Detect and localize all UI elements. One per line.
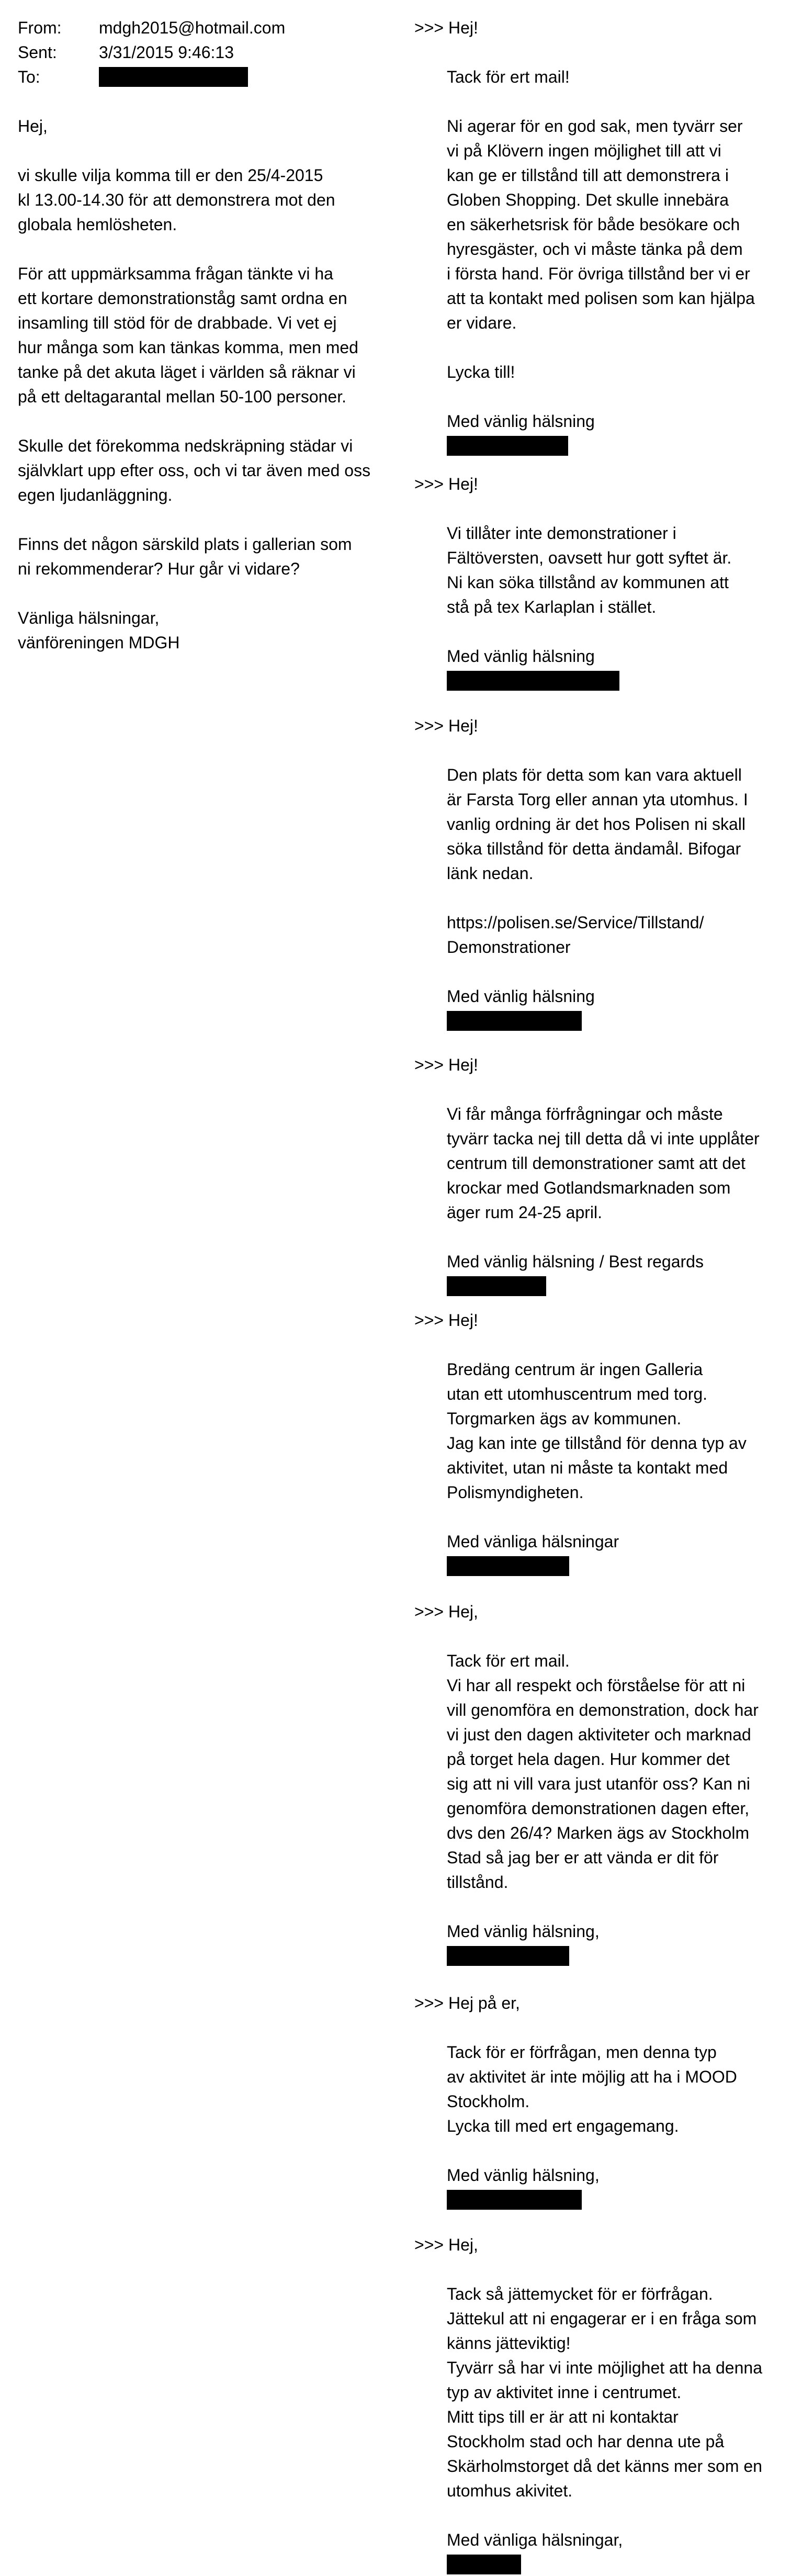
reply-bredang	[414, 1308, 791, 1576]
text-line: Vi får många förfrågningar och måste	[447, 1105, 723, 1123]
reply-body	[447, 1649, 791, 1966]
original-paragraph	[18, 163, 394, 237]
signoff: Med vänlig hälsning	[447, 412, 595, 431]
text-line: självklart upp efter oss, och vi tar även med oss	[18, 461, 371, 480]
reply-body	[447, 1357, 791, 1576]
reply-greeting: >>> Hej!	[414, 1311, 478, 1330]
reply-body	[447, 763, 791, 1031]
text-line: sig att ni vill vara just utanför oss? Kan ni	[447, 1774, 750, 1793]
text-line: i första hand. För övriga tillstånd ber vi er	[447, 264, 750, 283]
signature-redaction	[447, 436, 568, 456]
text-line: Tack så jättemycket för er förfrågan.	[447, 2285, 713, 2303]
text-line: Den plats för detta som kan vara aktuell	[447, 766, 742, 784]
text-line: aktivitet, utan ni måste ta kontakt med	[447, 1458, 728, 1477]
text-line: på torget hela dagen. Hur kommer det	[447, 1750, 730, 1769]
reply-paragraph	[447, 360, 791, 385]
text-line: Lycka till med ert engagemang.	[447, 2117, 679, 2135]
text-line: hyresgäster, och vi måste tänka på dem	[447, 240, 743, 258]
reply-greeting: >>> Hej!	[414, 716, 478, 735]
reply-skarholmen	[414, 2233, 791, 2574]
text-line: Tack för ert mail!	[447, 68, 570, 86]
from-label: From:	[18, 18, 62, 37]
text-line: utan ett utomhuscentrum med torg.	[447, 1385, 708, 1403]
text-line: Mitt tips till er är att ni kontaktar	[447, 2408, 679, 2426]
signature-redaction	[447, 1556, 569, 1576]
text-line: Vi har all respekt och förståelse för att ni	[447, 1676, 745, 1695]
text-line: vi skulle vilja komma till er den 25/4-2015	[18, 166, 323, 185]
reply-greeting: >>> Hej!	[414, 18, 478, 37]
text-line: Stockholm stad och har denna ute på	[447, 2432, 725, 2451]
to-row	[18, 65, 394, 89]
text-line: Stockholm.	[447, 2092, 530, 2111]
reply-body	[447, 2040, 791, 2210]
reply-body	[447, 1102, 791, 1296]
signature-redaction	[447, 1276, 546, 1296]
text-line: vänföreningen MDGH	[18, 633, 180, 652]
reply-faltoversten	[414, 472, 791, 691]
reply-stockholm-stad	[414, 1600, 791, 1966]
text-line: https://polisen.se/Service/Tillstand/	[447, 913, 704, 932]
reply-paragraph	[447, 763, 791, 886]
signature-redaction	[447, 671, 619, 691]
reply-gotland	[414, 1053, 791, 1296]
text-line: kl 13.00-14.30 för att demonstrera mot den	[18, 190, 335, 209]
to-label: To:	[18, 68, 40, 86]
reply-greeting: >>> Hej!	[414, 475, 478, 493]
text-line: Bredäng centrum är ingen Galleria	[447, 1360, 703, 1379]
text-line: på ett deltagarantal mellan 50-100 personer.	[18, 387, 346, 406]
signoff: Med vänlig hälsning,	[447, 1922, 600, 1941]
text-line: att ta kontakt med polisen som kan hjälpa	[447, 289, 755, 308]
reply-farsta	[414, 714, 791, 1031]
text-line: genomföra demonstrationen dagen efter,	[447, 1799, 750, 1818]
text-line: söka tillstånd för detta ändamål. Bifogar	[447, 839, 741, 858]
text-line: ett kortare demonstrationståg samt ordna en	[18, 289, 347, 308]
to-redaction	[99, 67, 248, 87]
text-line: vill genomföra en demonstration, dock har	[447, 1701, 759, 1719]
text-line: Ni agerar för en god sak, men tyvärr ser	[447, 117, 743, 136]
reply-body	[447, 521, 791, 691]
signoff: Med vänlig hälsning / Best regards	[447, 1252, 704, 1271]
text-line: äger rum 24-25 april.	[447, 1203, 603, 1222]
original-paragraph	[18, 606, 394, 655]
text-line: tanke på det akuta läget i världen så räknar vi	[18, 363, 356, 381]
text-line: Polismyndigheten.	[447, 1483, 584, 1502]
original-paragraph	[18, 532, 394, 581]
signature-redaction	[447, 1011, 582, 1031]
text-line: globala hemlösheten.	[18, 215, 177, 234]
reply-greeting: >>> Hej,	[414, 2235, 478, 2254]
text-line: ni rekommenderar? Hur går vi vidare?	[18, 559, 300, 578]
text-line: utomhus akivitet.	[447, 2481, 573, 2500]
text-line: typ av aktivitet inne i centrumet.	[447, 2383, 682, 2402]
text-line: tyvärr tacka nej till detta då vi inte upplåter	[447, 1129, 760, 1148]
text-line: insamling till stöd för de drabbade. Vi vet ej	[18, 313, 337, 332]
signature-redaction	[447, 1946, 569, 1966]
text-line: Stad så jag ber er att vända er dit för	[447, 1848, 719, 1867]
text-line: er vidare.	[447, 313, 517, 332]
signoff: Med vänliga hälsningar,	[447, 2530, 623, 2549]
original-paragraph	[18, 114, 394, 139]
text-line: centrum till demonstrationer samt att det	[447, 1154, 745, 1173]
original-message	[18, 114, 394, 680]
text-line: en säkerhetsrisk för både besökare och	[447, 215, 740, 234]
reply-mood	[414, 1991, 791, 2210]
reply-paragraph	[447, 2040, 791, 2139]
text-line: Ni kan söka tillstånd av kommunen att	[447, 573, 729, 592]
from-value: mdgh2015@hotmail.com	[99, 18, 286, 37]
text-line: krockar med Gotlandsmarknaden som	[447, 1178, 731, 1197]
text-line: stå på tex Karlaplan i stället.	[447, 598, 657, 616]
signoff: Med vänlig hälsning,	[447, 2166, 600, 2185]
text-line: vanlig ordning är det hos Polisen ni skall	[447, 815, 745, 834]
text-line: Finns det någon särskild plats i gallerian som	[18, 535, 352, 554]
signoff: Med vänlig hälsning	[447, 987, 595, 1006]
text-line: Globen Shopping. Det skulle innebära	[447, 190, 729, 209]
signature-redaction	[447, 2190, 582, 2210]
reply-paragraph	[447, 1649, 791, 1895]
reply-paragraph	[447, 1357, 791, 1505]
reply-klovern	[414, 16, 791, 456]
text-line: Lycka till!	[447, 363, 515, 381]
text-line: Torgmarken ägs av kommunen.	[447, 1409, 682, 1428]
signoff: Med vänliga hälsningar	[447, 1532, 619, 1551]
text-line: Tack för ert mail.	[447, 1651, 570, 1670]
reply-paragraph	[447, 521, 791, 620]
reply-greeting: >>> Hej!	[414, 1055, 478, 1074]
original-paragraph	[18, 434, 394, 508]
signature-redaction	[447, 2555, 521, 2574]
text-line: Skulle det förekomma nedskräpning städar vi	[18, 436, 353, 455]
text-line: Skärholmstorget då det känns mer som en	[447, 2457, 762, 2476]
text-line: Fältöversten, oavsett hur gott syftet är.	[447, 548, 732, 567]
reply-paragraph	[447, 910, 791, 960]
text-line: Vi tillåter inte demonstrationer i	[447, 524, 676, 543]
text-line: tillstånd.	[447, 1873, 509, 1892]
text-line: egen ljudanläggning.	[18, 486, 173, 504]
text-line: länk nedan.	[447, 864, 534, 883]
text-line: Demonstrationer	[447, 938, 571, 957]
from-row	[18, 16, 394, 40]
text-line: är Farsta Torg eller annan yta utomhus. I	[447, 790, 748, 809]
original-paragraph	[18, 262, 394, 409]
sent-row	[18, 40, 394, 65]
reply-paragraph	[447, 65, 791, 89]
text-line: Hej,	[18, 117, 48, 136]
reply-body	[447, 2282, 791, 2574]
text-line: Jag kan inte ge tillstånd för denna typ av	[447, 1434, 747, 1453]
text-line: vi just den dagen aktiviteter och marknad	[447, 1725, 751, 1744]
text-line: känns jätteviktig!	[447, 2334, 571, 2353]
signoff: Med vänlig hälsning	[447, 647, 595, 666]
reply-paragraph	[447, 114, 791, 335]
text-line: vi på Klövern ingen möjlighet till att vi	[447, 141, 721, 160]
text-line: Jättekul att ni engagerar er i en fråga som	[447, 2309, 757, 2328]
email-header	[18, 16, 394, 89]
text-line: kan ge er tillstånd till att demonstrera i	[447, 166, 729, 185]
text-line: Tack för er förfrågan, men denna typ	[447, 2043, 717, 2062]
text-line: För att uppmärksamma frågan tänkte vi ha	[18, 264, 333, 283]
text-line: hur många som kan tänkas komma, men med	[18, 338, 358, 357]
reply-body	[447, 65, 791, 456]
text-line: Vänliga hälsningar,	[18, 609, 160, 627]
text-line: dvs den 26/4? Marken ägs av Stockholm	[447, 1824, 750, 1842]
reply-paragraph	[447, 2282, 791, 2503]
reply-greeting: >>> Hej på er,	[414, 1994, 520, 2012]
reply-paragraph	[447, 1102, 791, 1225]
sent-value: 3/31/2015 9:46:13	[99, 43, 234, 62]
text-line: av aktivitet är inte möjlig att ha i MOOD	[447, 2067, 737, 2086]
reply-greeting: >>> Hej,	[414, 1602, 478, 1621]
sent-label: Sent:	[18, 43, 57, 62]
text-line: Tyvärr så har vi inte möjlighet att ha denna	[447, 2358, 762, 2377]
